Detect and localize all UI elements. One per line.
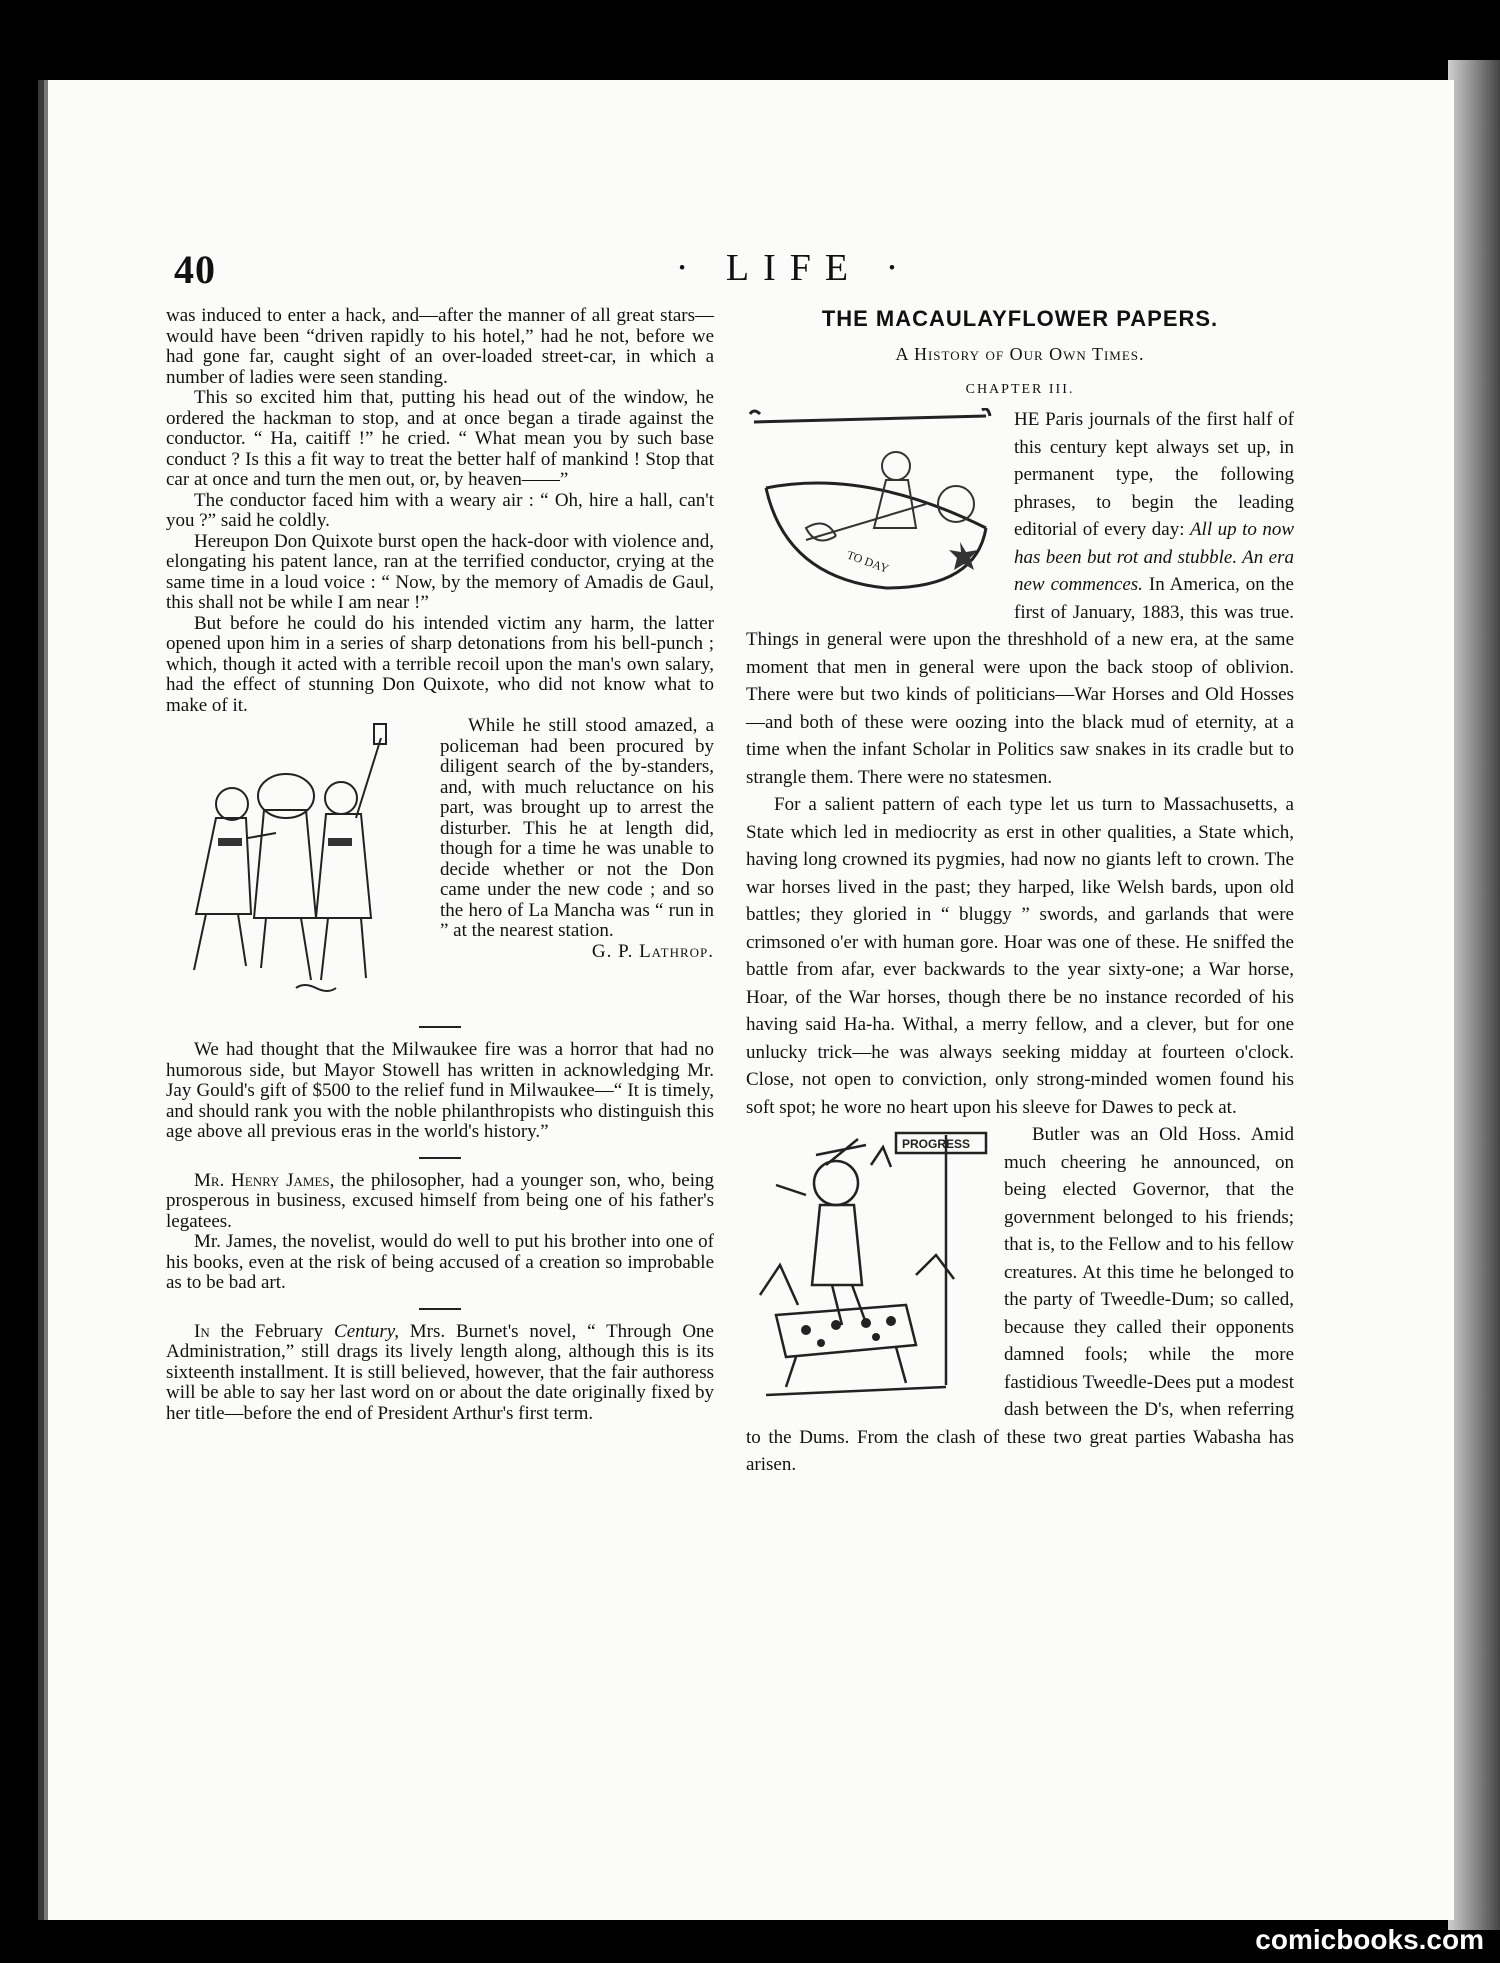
magazine-name: Century, bbox=[334, 1320, 399, 1342]
paragraph: For a salient pattern of each type let us turn to Massachusetts, a State which led in mediocrity as erst in other qualities, a State which, having long crowned its pygmies, had now no giants left to crown. The war horses lived in the past; they harped, like Welsh bards, upon old battles; they gloried in “ bluggy ” swords, and garlands that were crimsoned o'er with human gore. Hoar was one of these. He sniffed the battle from afar, ever backwards to the year sixty-one; a War horse, Hoar, of the War horses, though there be no instance recorded of his having said Ha-ha. Withal, a merry fellow, and a clever, but for one unlucky trick—he was always seeking midday at fourteen o'clock. Close, not open to conviction, only strong-minded women found his soft spot; he wore no heart upon his sleeve for Dawes to peck at. bbox=[746, 794, 1294, 1118]
page-edge bbox=[1448, 60, 1500, 1930]
section-divider bbox=[419, 1308, 461, 1310]
paragraph-text: In America, on the first of January, 1883, this was true. Things in general were upon the threshhold of a new era, at the same moment that men in general were upon the back stoop of oblivion. There were but two kinds of politicians—War Horses and Old Hosses—and both of these were oozing into the black mud of eternity, at a time when the infant Scholar in Politics saw snakes in its cradle but to strangle them. There were no statesmen. bbox=[746, 574, 1294, 788]
paragraph: This so excited him that, putting his head out of the window, he ordered the hackman to stop, and at once began a tirade against the conductor. “ Ha, caitiff !” he cried. “ What mean you by such base conduct ? Is this a fit way to treat the better half of mankind ! Stop that car at once and turn the men out, or, by heaven——” bbox=[166, 387, 714, 490]
hobby-horse-illustration bbox=[746, 1125, 992, 1415]
author-signature: G. P. Lathrop. bbox=[591, 940, 714, 962]
paragraph bbox=[166, 1322, 714, 1425]
paragraph: But before he could do his intended victim any harm, the latter opened upon him in a series of sharp detonations from his bell-punch ; which, though it acted with a terrible recoil upon the man's own salary, had the effect of stunning Don Quixote, who did not know what to make of it. bbox=[166, 612, 714, 716]
page-header bbox=[174, 246, 1394, 292]
paragraph: Butler was an Old Hoss. Amid much cheering he announced, on being elected Governor, that the government belonged to his friends; that is, to the Fellow and to his fellow creatures. At this time he belonged to the party of Tweedle-Dum; so called, because they called their opponents damned fools; while the more fastidious Tweedle-Dees put a modest dash between the D's, when referring to the Dums. From the clash of these two great parties Wabasha has arisen. bbox=[746, 1124, 1294, 1475]
initial-cap-label: TO DAY bbox=[844, 547, 891, 576]
progress-sign-text: PROGRESS bbox=[902, 1137, 971, 1151]
initial-t-drawing bbox=[746, 408, 1002, 604]
person-name: Mr. Henry James, bbox=[194, 1169, 335, 1191]
watermark-text: comicbooks.com bbox=[1255, 1924, 1484, 1955]
initial-cap-illustration bbox=[746, 408, 1002, 604]
paragraph: The conductor faced him with a weary air : “ Oh, hire a hall, can't you ?” said he coldly. bbox=[166, 489, 714, 531]
policemen-illustration bbox=[166, 718, 428, 1010]
paragraph: Hereupon Don Quixote burst open the hack-door with violence and, elongating his patent lance, ran at the terrified conductor, crying at the same time in a loud voice : “ Now, by the memory of Amadis de Gaul, this shall not be while I am near !” bbox=[166, 530, 714, 613]
article-subtitle: A History of Our Own Times. bbox=[895, 344, 1145, 364]
right-column bbox=[746, 306, 1294, 1479]
policemen-drawing bbox=[166, 718, 428, 1010]
paragraph bbox=[166, 1171, 714, 1233]
hobby-horse-drawing bbox=[746, 1125, 992, 1415]
paragraph-text: the philosopher, had a younger son, who, being prosperous in business, excused himself from being one of his father's legatees. bbox=[166, 1169, 714, 1232]
paragraph-text: Mrs. Burnet's novel, “ Through One Administration,” still drags its lively length along, although this is its sixteenth installment. It is still believed, however, that the fair authoress will be able to say her last word on or about the date originally fixed by her title—before the end of President Arthur's first term. bbox=[166, 1320, 714, 1424]
paragraph-text: the February bbox=[209, 1320, 335, 1342]
left-column bbox=[166, 306, 714, 1424]
page-number: 40 bbox=[174, 247, 216, 292]
paragraph: We had thought that the Milwaukee fire was a horror that had no humorous side, but Mayor Stowell has written in acknowledging Mr. Jay Gould's gift of $500 to the relief fund in Milwaukee—“ It is timely, and should rank you with the noble philanthropists who distinguish this age above all previous eras in the world's history.” bbox=[166, 1039, 714, 1142]
paragraph-lead: In bbox=[194, 1320, 210, 1342]
paragraph: Mr. James, the novelist, would do well to put his brother into one of his books, even at the risk of being accused of a creation so improbable as to be bad art. bbox=[166, 1231, 714, 1293]
section-divider bbox=[419, 1157, 461, 1159]
paragraph-text: HE Paris journals of the first half of this century kept always set up, in permanent type, the following phrases, to begin the leading editorial of every day: bbox=[1014, 409, 1294, 540]
section-divider bbox=[419, 1026, 461, 1028]
masthead-title: · LIFE · bbox=[675, 247, 913, 289]
paragraph: was induced to enter a hack, and—after the manner of all great stars—would have been “driven rapidly to his hotel,” had he not, before we had gone far, caught sight of an over-loaded street-car, in which a number of ladies were seen standing. bbox=[166, 305, 714, 388]
article-title: THE MACAULAYFLOWER PAPERS. bbox=[821, 306, 1219, 331]
chapter-heading: CHAPTER III. bbox=[965, 382, 1075, 397]
italic-phrase: All up to now has been but rot and stubble. An era new commences. bbox=[1014, 519, 1294, 595]
paragraph: While he still stood amazed, a policeman had been procured by diligent search of the by-standers, and, with much reluctance on his part, was brought up to arrest the disturber. This he at length did, though for a time he was unable to decide whether or not the Don came under the new code ; and so the hero of La Mancha was “ run in ” at the nearest station. bbox=[440, 715, 714, 941]
